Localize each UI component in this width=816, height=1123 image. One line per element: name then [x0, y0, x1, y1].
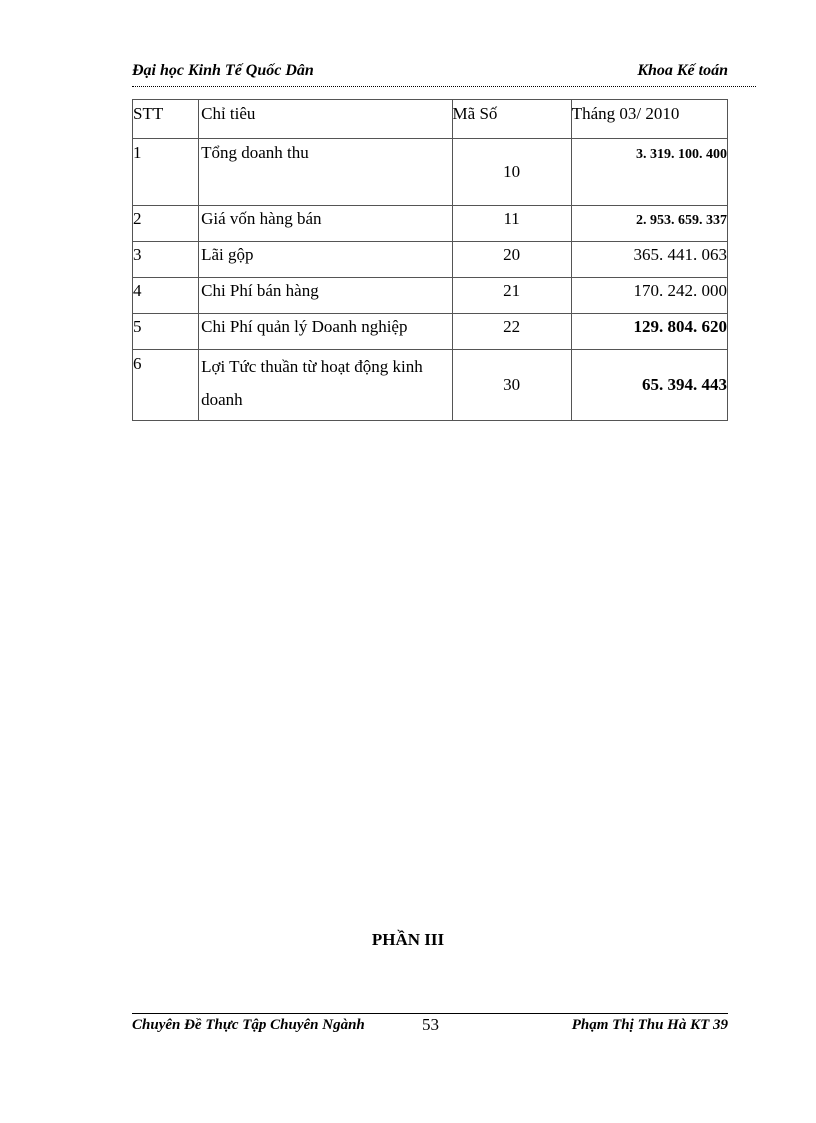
column-header-indicator: Chỉ tiêu — [199, 100, 452, 139]
row-code: 11 — [452, 206, 571, 242]
row-stt: 1 — [133, 139, 199, 206]
table-row — [133, 278, 728, 314]
row-indicator: Giá vốn hàng bán — [199, 206, 452, 242]
row-stt: 4 — [133, 278, 199, 314]
footer-report-title: Chuyên Đề Thực Tập Chuyên Ngành — [132, 1017, 365, 1033]
row-value: 3. 319. 100. 400 — [636, 147, 727, 162]
table-header-row — [133, 100, 728, 139]
row-indicator: Tổng doanh thu — [199, 139, 452, 206]
table-row — [133, 139, 728, 206]
income-statement-table — [132, 99, 728, 421]
page-number: 53 — [422, 1015, 439, 1034]
row-stt: 5 — [133, 314, 199, 350]
header-faculty: Khoa Kế toán — [637, 62, 728, 79]
table-row — [133, 350, 728, 421]
page-footer — [132, 1017, 728, 1039]
row-stt: 3 — [133, 242, 199, 278]
row-value: 65. 394. 443 — [571, 350, 727, 421]
page-header — [132, 62, 728, 84]
header-university: Đại học Kinh Tế Quốc Dân — [132, 62, 314, 79]
footer-author: Phạm Thị Thu Hà KT 39 — [571, 1017, 728, 1033]
row-indicator: Lợi Tức thuần từ hoạt động kinh doanh — [199, 350, 452, 421]
row-value-cell — [571, 206, 727, 242]
row-stt: 2 — [133, 206, 199, 242]
row-value: 2. 953. 659. 337 — [636, 213, 727, 228]
row-code: 20 — [452, 242, 571, 278]
row-indicator: Chi Phí bán hàng — [199, 278, 452, 314]
row-value: 365. 441. 063 — [571, 242, 727, 278]
header-divider — [132, 86, 756, 87]
section-heading: PHẦN III — [371, 930, 445, 949]
footer-divider — [132, 1013, 728, 1014]
row-code: 30 — [452, 350, 571, 421]
column-header-stt: STT — [133, 100, 199, 139]
table-row — [133, 242, 728, 278]
row-indicator: Chi Phí quản lý Doanh nghiệp — [199, 314, 452, 350]
row-value: 129. 804. 620 — [571, 314, 727, 350]
table-row — [133, 314, 728, 350]
row-code: 22 — [452, 314, 571, 350]
row-code: 21 — [452, 278, 571, 314]
row-indicator: Lãi gộp — [199, 242, 452, 278]
column-header-period: Tháng 03/ 2010 — [571, 100, 727, 139]
row-stt: 6 — [133, 350, 199, 421]
row-code: 10 — [452, 139, 571, 206]
row-value-cell — [571, 139, 727, 206]
column-header-code: Mã Số — [452, 100, 571, 139]
table-row — [133, 206, 728, 242]
row-value: 170. 242. 000 — [571, 278, 727, 314]
